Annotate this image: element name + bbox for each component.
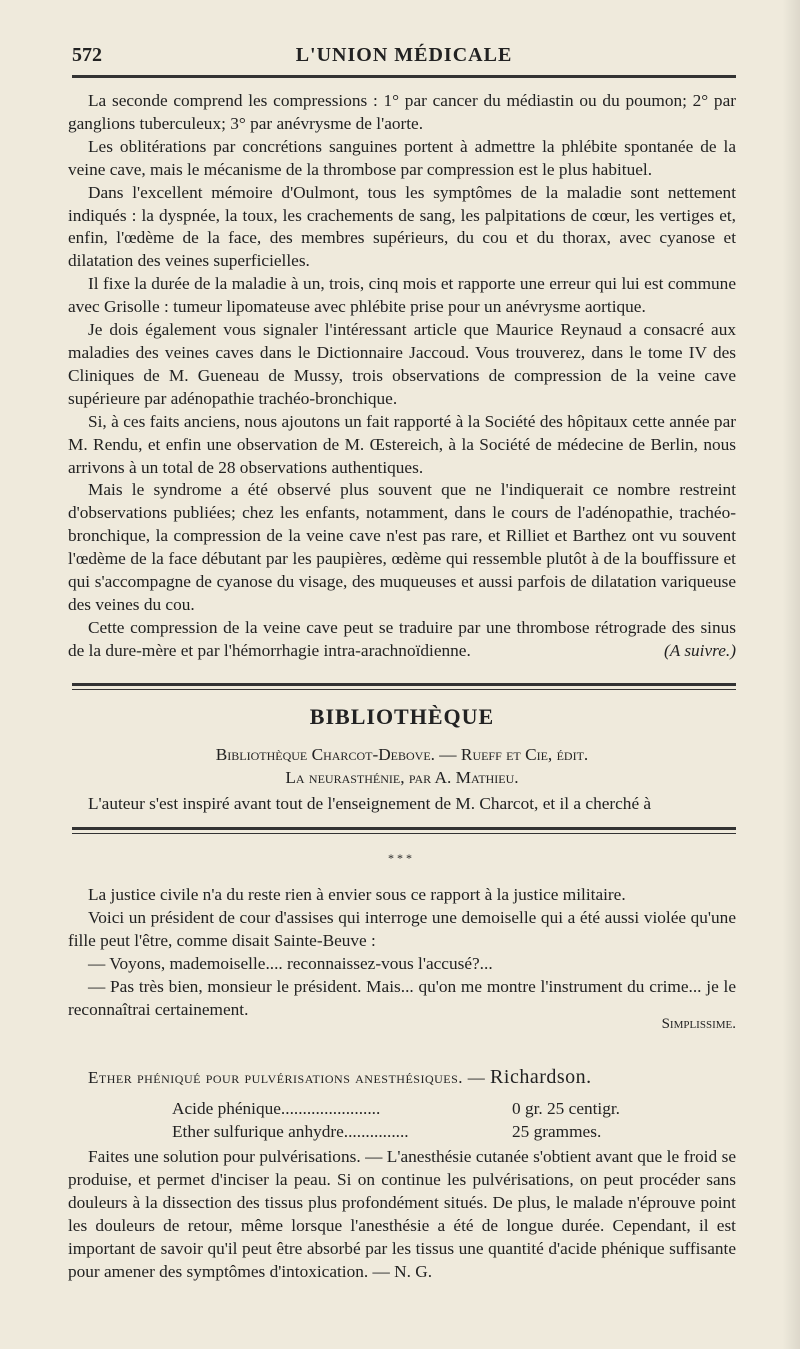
article-paragraph: Les oblitérations par concrétions sanguines portent à admettre la phlébite spontanée de la veine cave, mais le mécanisme de la thrombose par compression est le plus habituel. [68,136,736,179]
page-number: 572 [72,44,102,66]
ingredient-amount: 25 grammes. [512,1122,602,1141]
anecdote-paragraph: La justice civile n'a du reste rien à envier sous ce rapport à la justice militaire. [88,885,626,904]
page-header [72,44,736,74]
bibliotheque-title: BIBLIOTHÈQUE [309,704,495,729]
bibliotheque-paragraph: L'auteur s'est inspiré avant tout de l'enseignement de M. Charcot, et il a cherché à [88,794,652,813]
signature: Simplissime. [661,1016,736,1032]
anecdote-paragraph: Voici un président de cour d'assises qui interroge une demoiselle qui a été aussi violée qu'une fille peut l'être, comme disait Sainte-Beuve : [68,907,736,950]
article-paragraph: Si, à ces faits anciens, nous ajoutons un fait rapporté à la Société des hôpitaux cette année par M. Rendu, et enfin une observation de M. Œstereich, à la Société de médecine de Berlin, nous arrivons à un total de 28 observations authentiques. [68,411,736,477]
section-rule [72,833,736,834]
section-rule [72,683,736,686]
section-rule [72,689,736,690]
recipe-line [172,1098,620,1120]
article-continuation [68,90,736,663]
ingredient-name: Acide phénique....................... [172,1099,381,1118]
article-paragraph: Il fixe la durée de la maladie à un, trois, cinq mois et rapporte une erreur qui lui est commune avec Grisolle : tumeur lipomateuse avec phlébite prise pour un anévrysme aortique. [68,274,736,317]
anecdote-paragraph: — Voyons, mademoiselle.... reconnaissez-vous l'accusé?... [88,953,493,973]
article-paragraph: Mais le syndrome a été observé plus souvent que ne l'indiquerait ce nombre restreint d'observations publiées; chez les enfants, notamment, dans le cours de l'adénopathie, trachéo-bronchique, la compression de la veine cave n'est pas rare, et Rilliet et Barthez ont vu souvent l'œdème de la face débutant par les paupières, œdème qui ressemble plutôt à de la bouffissure et qui s'accompagne de cyanose du visage, des muqueuses et aussi parfois de dilatation variqueuse des veines du cou. [68,480,736,614]
ingredient-amount: 0 gr. 25 centigr. [512,1099,620,1118]
anecdote-paragraph: — Pas très bien, monsieur le président. Mais... qu'on me montre l'instrument du crime... je le reconnaîtrai certainement. [68,976,736,1019]
article-paragraph: Dans l'excellent mémoire d'Oulmont, tous les symptômes de la maladie sont nettement indiqués : la dyspnée, la toux, les crachements de sang, les palpitations de cœur, les vertiges et, enfin, l'œdème de la face, des membres supérieurs, du cou et du thorax, avec cyanose et dilatation des veines superficielles. [68,182,736,271]
article-paragraph: Cette compression de la veine cave peut se traduire par une thrombose rétrograde des sinus de la dure-mère et par l'hémorrhagie intra-arachnoïdienne. (A suivre.) [68,617,736,663]
continued-note: (A suivre.) [664,640,736,660]
article-paragraph: Je dois également vous signaler l'intéressant article que Maurice Reynaud a consacré aux maladies des veines caves dans le Dictionnaire Jaccoud. Vous trouverez, dans le tome IV des Cliniques de M. Gueneau de Mussy, trois observations de compression de la veine cave supérieure par adénopathie trachéo-bronchique. [68,320,736,408]
section-rule [72,827,736,830]
journal-title: L'UNION MÉDICALE [295,44,513,66]
bibliotheque-text [68,793,736,816]
book-series-line: Bibliothèque Charcot-Debove. — Rueff et Cie, édit. [215,745,589,764]
ether-title: Ether phéniqué pour pulvérisations anesthésiques. — Richardson. [88,1066,592,1088]
ingredient-name: Ether sulfurique anhydre............... [172,1122,409,1141]
anecdote-text [68,884,736,1021]
ether-text [68,1146,736,1283]
book-title-line: La neurasthénie, par A. Mathieu. [285,768,519,787]
ether-paragraph: Faites une solution pour pulvérisations. — L'anesthésie cutanée s'obtient avant que le froid se produise, et permet d'inciser la peau. Si on continue les pulvérisations, on peut procéder sans douleurs à la dissection des tissus plus profondément situés. De plus, le malade n'éprouve point les douleurs de retour, même lorsque l'anesthésie a été de longue durée. Cependant, il est important de savoir qu'il peut être absorbé par les tissus une quantité d'acide phénique suffisante pour amener des symptômes d'intoxication. — N. G. [68,1147,736,1281]
header-rule [72,75,736,78]
recipe-line [172,1121,601,1143]
section-stars: * * * [388,851,412,865]
article-paragraph: La seconde comprend les compressions : 1° par cancer du médiastin ou du poumon; 2° par ganglions tuberculeux; 3° par anévrysme de l'aorte. [68,91,736,133]
ether-author: Richardson. [490,1066,592,1088]
